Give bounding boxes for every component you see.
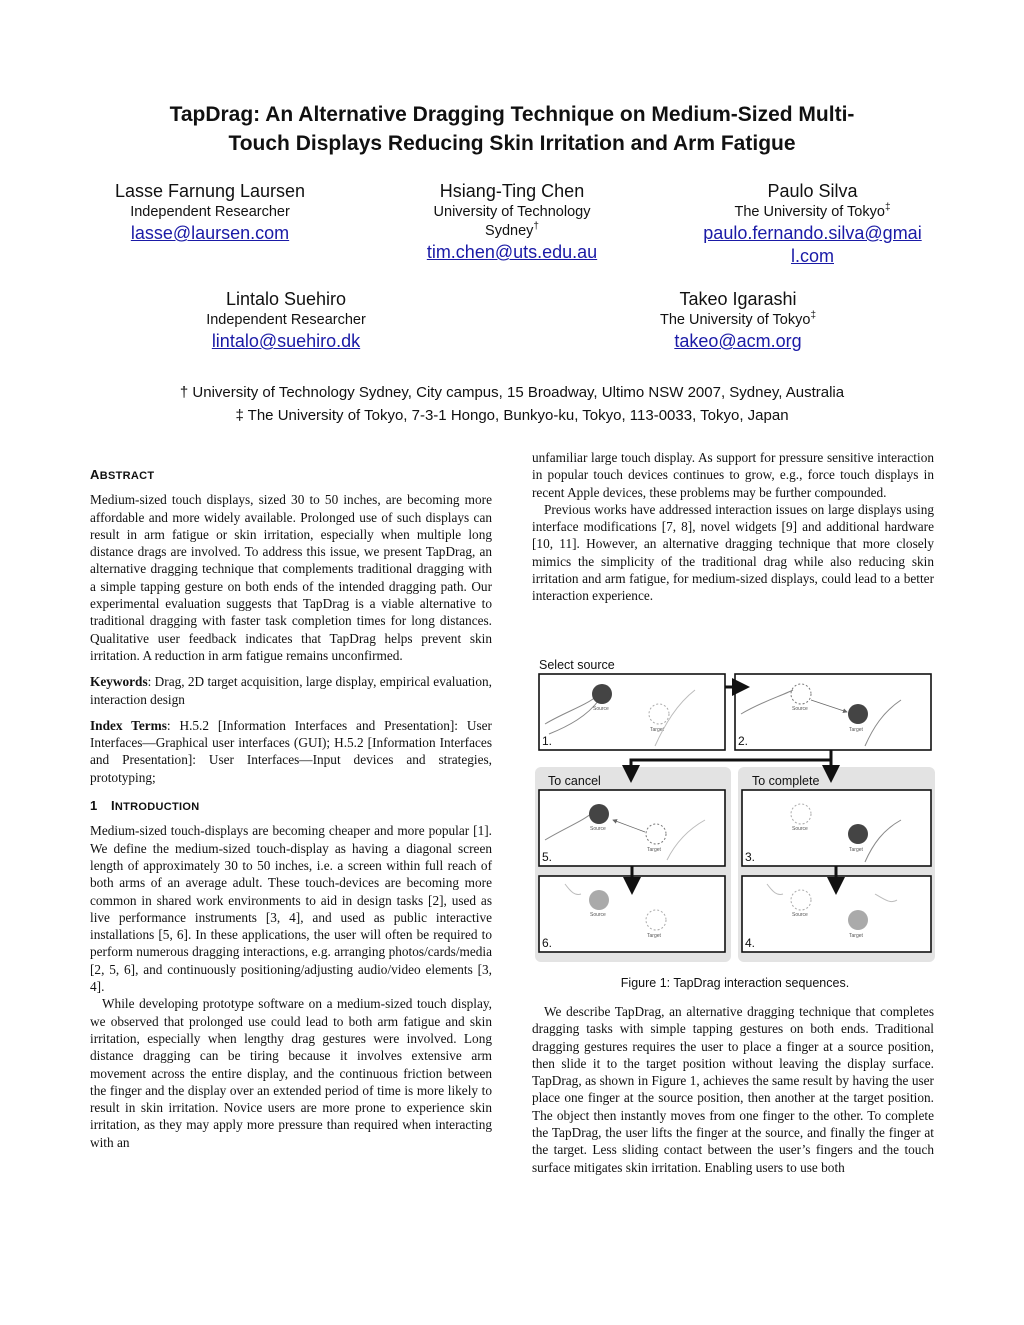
source-label: Source bbox=[792, 912, 808, 918]
source-label: Source bbox=[590, 912, 606, 918]
author-affiliation: Independent Researcher bbox=[130, 204, 290, 220]
author-affiliation: The University of Tokyo‡ bbox=[660, 310, 816, 328]
target-label: Target bbox=[647, 933, 661, 939]
author-email-link[interactable]: lintalo@suehiro.dk bbox=[211, 331, 361, 351]
affiliation-mark: ‡ bbox=[884, 202, 891, 214]
author-block-1 bbox=[90, 179, 330, 245]
target-dot bbox=[848, 910, 868, 930]
figure-1-diagram bbox=[535, 654, 935, 964]
panel-6 bbox=[539, 876, 725, 952]
select-source-label: Select source bbox=[539, 658, 615, 672]
affiliation-mark: † bbox=[533, 221, 539, 233]
source-label: Source bbox=[792, 706, 808, 712]
author-affiliation: Independent Researcher bbox=[206, 312, 366, 328]
panel-number-6: 6. bbox=[542, 936, 553, 950]
author-name: Lasse Farnung Laursen bbox=[114, 181, 306, 201]
author-name: Paulo Silva bbox=[767, 181, 858, 201]
author-affiliation: University of Technology bbox=[433, 204, 591, 220]
keywords-label: Keywords bbox=[90, 674, 148, 690]
panel-2 bbox=[735, 674, 931, 750]
author-email-link[interactable]: takeo@acm.org bbox=[674, 331, 802, 351]
target-dot bbox=[848, 824, 868, 844]
introduction-heading: 1 INTRODUCTION bbox=[90, 798, 200, 814]
right-column-bottom bbox=[532, 1003, 934, 1176]
title-line-1: TapDrag: An Alternative Dragging Technique on Medium-Sized Multi- bbox=[169, 103, 855, 126]
keywords-text: : Drag, 2D target acquisition, large display, empirical evaluation, interaction design bbox=[90, 674, 492, 707]
target-label: Target bbox=[849, 727, 863, 733]
author-email-link[interactable]: paulo.fernando.silva@gmai l.com bbox=[703, 223, 922, 266]
source-label: Source bbox=[590, 826, 606, 832]
panel-number-3: 3. bbox=[745, 850, 756, 864]
panel-number-5: 5. bbox=[542, 850, 553, 864]
author-block-4 bbox=[166, 287, 406, 353]
author-block-5 bbox=[618, 287, 858, 353]
author-email-link[interactable]: tim.chen@uts.edu.au bbox=[426, 242, 598, 262]
panel-4 bbox=[742, 876, 931, 952]
source-dot bbox=[589, 890, 609, 910]
author-affiliation: The University of Tokyo‡ bbox=[734, 202, 891, 220]
abstract-heading: ABSTRACT bbox=[90, 467, 155, 482]
keywords bbox=[90, 673, 492, 708]
affiliation-note-2: ‡ The University of Tokyo, 7-3-1 Hongo, Bunkyo-ku, Tokyo, 113-0033, Tokyo, Japan bbox=[235, 407, 789, 424]
author-block-3 bbox=[685, 179, 940, 268]
target-label: Target bbox=[647, 847, 661, 853]
index-terms bbox=[90, 717, 492, 786]
index-terms-label: Index Terms bbox=[90, 717, 167, 733]
figure-caption: Figure 1: TapDrag interaction sequences. bbox=[620, 976, 850, 990]
source-dot bbox=[589, 804, 609, 824]
panel-number-1: 1. bbox=[542, 734, 553, 748]
author-name: Takeo Igarashi bbox=[679, 289, 797, 309]
to-complete-label: To complete bbox=[752, 774, 820, 788]
source-label: Source bbox=[593, 706, 609, 712]
left-column bbox=[90, 466, 492, 1151]
target-label: Target bbox=[849, 847, 863, 853]
panel-number-2: 2. bbox=[738, 734, 749, 748]
affiliation-mark: ‡ bbox=[810, 310, 816, 322]
author-block-2 bbox=[392, 179, 632, 264]
panel-1 bbox=[539, 674, 725, 750]
source-label: Source bbox=[792, 826, 808, 832]
right-column-top bbox=[532, 449, 934, 605]
index-terms-text: : H.5.2 [Information Interfaces and Presentation]: User Interfaces—Graphical user interfaces (GUI); H.5.2 [Information Interfaces and Presentation]: User Interfaces—Input devices and strategies, prototyping; bbox=[90, 717, 492, 785]
author-name: Lintalo Suehiro bbox=[225, 289, 347, 309]
affiliation-note-1: † University of Technology Sydney, City campus, 15 Broadway, Ultimo NSW 2007, Sydney, Australia bbox=[179, 384, 845, 401]
to-cancel-label: To cancel bbox=[548, 774, 601, 788]
source-dot bbox=[592, 684, 612, 704]
panel-3 bbox=[742, 790, 931, 866]
abstract-text: Medium-sized touch displays, sized 30 to 50 inches, are becoming more affordable and more widely available. Prolonged use of such displays can result in arm fatigue or skin irritation, especially when multiple long distance drags are involved. To address this issue, we present TapDrag, an alternative dragging technique that complements traditional dragging with a simple tapping gesture on both ends of the intended dragging path. Our experimental evaluation suggests that TapDrag is a viable alternative to traditional dragging with faster task completion times for long distances. Qualitative user feedback indicates that TapDrag helps prevent skin irritation. A reduction in arm fatigue remains unconfirmed. bbox=[90, 492, 492, 663]
intro-paragraph-1: Medium-sized touch-displays are becoming cheaper and more popular [1]. We define the medium-sized touch-display as having a diagonal screen length of approximately 30 to 50 inches, i.e. a screen within full reach of both arms of an average adult. These touch-devices are becoming more common in shared work environments to aid in design tasks [2], used as live performance instruments [3, 4], and used as public interactive installations [5, 6]. In these applications, the user will often be required to perform numerous dragging interactions, e.g. arranging photos/cards/media [2, 5, 6], and continuously positioning/adjusting audio/video elements [3, 4]. bbox=[90, 823, 492, 995]
target-label: Target bbox=[849, 933, 863, 939]
author-email-link[interactable]: lasse@laursen.com bbox=[130, 223, 290, 243]
right-paragraph-1: unfamiliar large touch display. As support for pressure sensitive interaction in popular touch devices continues to grow, e.g., force touch displays in recent Apple devices, these problems may be further compounded. bbox=[532, 450, 934, 500]
title-line-2: Touch Displays Reducing Skin Irritation and Arm Fatigue bbox=[228, 132, 796, 155]
panel-5 bbox=[539, 790, 725, 866]
right-paragraph-3: We describe TapDrag, an alternative dragging technique that completes dragging tasks with simple tapping gestures on both ends. Traditional dragging gestures requires the user to place a finger at a source position, then slide it to the target position without leaving the display surface. TapDrag, as shown in Figure 1, achieves the same result by having the user place one finger at the source position, then another at the target position. The object then instantly moves from one finger to the other. To complete the TapDrag, the user lifts the finger at the source, and finally the finger at the target. Less sliding contact between the user’s fingers and the touch surface mitigates skin irritation. Enabling users to use both bbox=[532, 1004, 934, 1175]
panel-number-4: 4. bbox=[745, 936, 756, 950]
paper-title bbox=[90, 100, 934, 158]
intro-paragraph-2: While developing prototype software on a medium-sized touch display, we observed that prolonged use could lead to both arm fatigue and skin irritation, especially when lengthy drag gestures were involved. Long distance dragging can be tiring because it involves extensive arm movement across the entire display, and the continuous friction between the finger and the display over an extended period of time is more likely to result in skin irritation. Novice users are more prone to experience skin irritation, as they may apply more pressure than required when interacting with an bbox=[90, 996, 492, 1150]
target-label: Target bbox=[650, 727, 664, 733]
right-paragraph-2: Previous works have addressed interaction issues on large displays using interface modifications [7, 8], novel widgets [9] and additional hardware [10, 11]. However, an alternative dragging technique that more closely mimics the simplicity of the traditional drag while also reducing skin irritation and arm fatigue, for medium-sized displays, could lead to a better interaction experience. bbox=[532, 501, 934, 604]
author-name: Hsiang-Ting Chen bbox=[439, 181, 585, 201]
author-affiliation-line-2: Sydney† bbox=[485, 221, 539, 239]
target-dot bbox=[848, 704, 868, 724]
